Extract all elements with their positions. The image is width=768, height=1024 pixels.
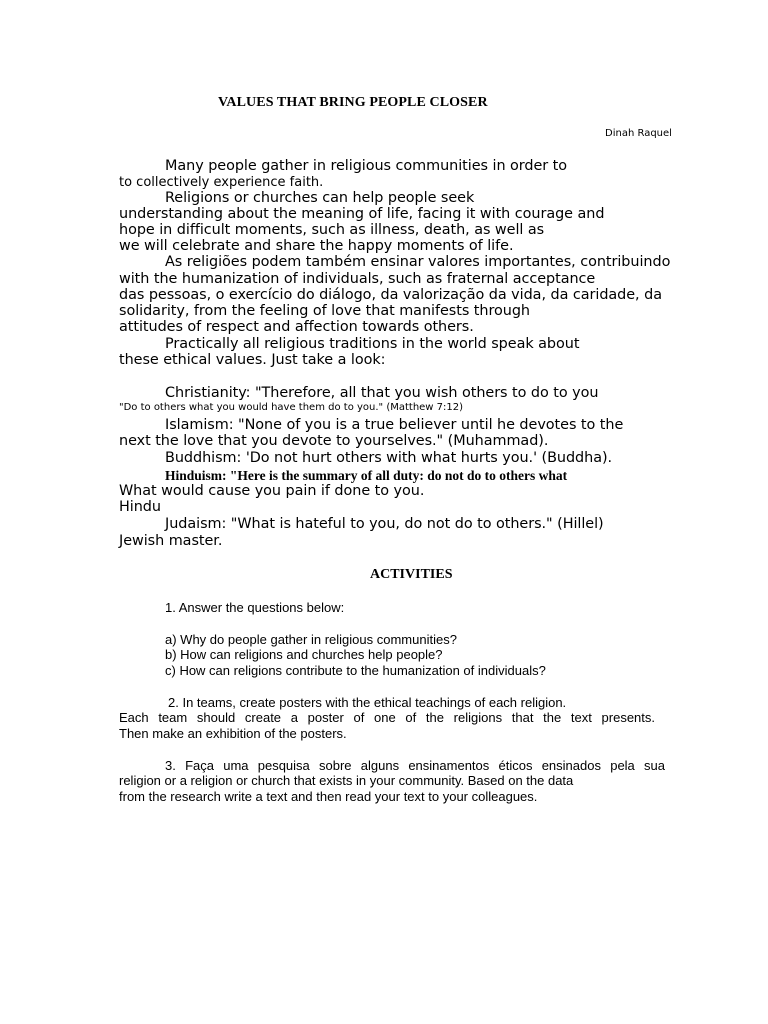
paragraph-line: attitudes of respect and affection towards others.: [119, 319, 474, 335]
quote-islamism: Islamism: "None of you is a true believer until he devotes to the: [165, 417, 624, 433]
activity-1-question-a: a) Why do people gather in religious communities?: [165, 632, 457, 647]
paragraph-line: Practically all religious traditions in the world speak about: [165, 336, 580, 352]
paragraph-line: Many people gather in religious communities in order to: [165, 158, 568, 174]
activity-3-line: 3. Faça uma pesquisa sobre alguns ensinamentos éticos ensinados pela sua: [165, 758, 665, 773]
quote-hinduism-source: Hindu: [119, 499, 161, 515]
document-title: VALUES THAT BRING PEOPLE CLOSER: [218, 95, 488, 110]
activity-3-line: religion or a religion or church that exists in your community. Based on the data: [119, 773, 574, 788]
paragraph-line: solidarity, from the feeling of love that manifests through: [119, 303, 530, 319]
paragraph-line: with the humanization of individuals, such as fraternal acceptance: [119, 271, 596, 287]
paragraph-line: to collectively experience faith.: [119, 175, 324, 190]
activity-1-question-c: c) How can religions contribute to the humanization of individuals?: [165, 663, 546, 678]
paragraph-line: As religiões podem também ensinar valores importantes, contribuindo: [165, 254, 671, 270]
paragraph-line: we will celebrate and share the happy moments of life.: [119, 238, 514, 254]
quote-christianity-bible: "Do to others what you would have them do to you." (Matthew 7:12): [119, 402, 464, 413]
author-name: Dinah Raquel: [605, 128, 672, 139]
quote-christianity: Christianity: "Therefore, all that you wish others to do to you: [165, 385, 599, 401]
paragraph-line: understanding about the meaning of life, facing it with courage and: [119, 206, 605, 222]
paragraph-line: Religions or churches can help people seek: [165, 190, 475, 206]
quote-buddhism: Buddhism: 'Do not hurt others with what hurts you.' (Buddha).: [165, 450, 613, 466]
quote-islamism-cont: next the love that you devote to yourselves." (Muhammad).: [119, 433, 549, 449]
quote-judaism: Judaism: "What is hateful to you, do not do to others." (Hillel): [165, 516, 604, 532]
activity-1-question-b: b) How can religions and churches help people?: [165, 647, 443, 662]
activity-3-line: from the research write a text and then read your text to your colleagues.: [119, 789, 538, 804]
paragraph-line: hope in difficult moments, such as illness, death, as well as: [119, 222, 545, 238]
paragraph-line: das pessoas, o exercício do diálogo, da valorização da vida, da caridade, da: [119, 287, 662, 303]
paragraph-line: these ethical values. Just take a look:: [119, 352, 386, 368]
activity-2-line: 2. In teams, create posters with the ethical teachings of each religion.: [168, 695, 567, 710]
quote-judaism-source: Jewish master.: [119, 533, 223, 549]
activity-2-line: Then make an exhibition of the posters.: [119, 726, 347, 741]
activities-heading: ACTIVITIES: [370, 567, 453, 582]
quote-hinduism-cont: What would cause you pain if done to you.: [119, 483, 425, 499]
activity-1-intro: 1. Answer the questions below:: [165, 600, 345, 615]
activity-2-line: Each team should create a poster of one of the religions that the text presents.: [119, 710, 655, 725]
quote-hinduism: Hinduism: "Here is the summary of all duty: do not do to others what: [165, 468, 568, 483]
